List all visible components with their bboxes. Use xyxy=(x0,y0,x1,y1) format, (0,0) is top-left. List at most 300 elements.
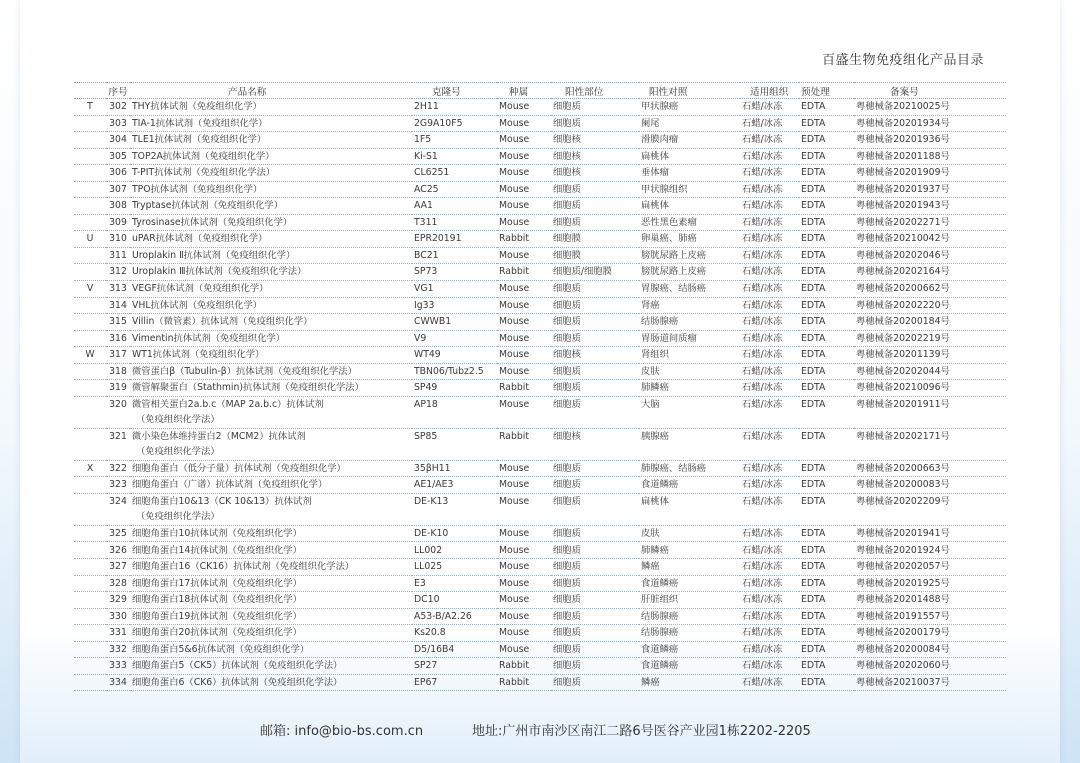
row-product-name xyxy=(130,380,412,397)
row-pretreatment: EDTA xyxy=(799,525,854,542)
row-registration: 粤穗械备20202219号 xyxy=(854,330,1006,347)
product-name-line1: 微管解聚蛋白（Stathmin)抗体试剂（免疫组织化学法） xyxy=(132,382,364,394)
row-tissue: 石蜡/冰冻 xyxy=(740,575,799,592)
row-species: Mouse xyxy=(497,330,551,347)
table-row xyxy=(74,592,1006,609)
row-seq: 309 xyxy=(106,214,130,231)
row-pretreatment: EDTA xyxy=(799,264,854,281)
row-tissue: 石蜡/冰冻 xyxy=(740,231,799,248)
row-positive-location: 细胞质 xyxy=(551,460,639,477)
row-tissue: 石蜡/冰冻 xyxy=(740,281,799,298)
row-positive-control: 皮肤 xyxy=(639,363,740,380)
row-positive-control: 膀胱尿路上皮癌 xyxy=(639,247,740,264)
row-species: Mouse xyxy=(497,281,551,298)
row-species: Mouse xyxy=(497,247,551,264)
row-product-name xyxy=(130,99,412,116)
row-letter xyxy=(74,428,106,460)
row-pretreatment: EDTA xyxy=(799,380,854,397)
row-pretreatment: EDTA xyxy=(799,281,854,298)
row-tissue: 石蜡/冰冻 xyxy=(740,347,799,364)
row-clone: EP67 xyxy=(412,674,497,691)
row-species: Rabbit xyxy=(497,428,551,460)
row-positive-location: 细胞质 xyxy=(551,525,639,542)
row-registration: 粤穗械备20191557号 xyxy=(854,608,1006,625)
row-seq: 324 xyxy=(106,493,130,525)
product-name-line1: T-PIT抗体试剂（免疫组织化学法） xyxy=(132,167,276,179)
row-species: Rabbit xyxy=(497,264,551,281)
row-positive-location: 细胞质 xyxy=(551,608,639,625)
row-registration: 粤穗械备20202044号 xyxy=(854,363,1006,380)
table-row xyxy=(74,477,1006,494)
row-positive-control: 食道鳞癌 xyxy=(639,641,740,658)
row-species: Mouse xyxy=(497,115,551,132)
row-positive-location: 细胞质/细胞膜 xyxy=(551,264,639,281)
table-row xyxy=(74,542,1006,559)
product-name-line1: Uroplakin Ⅲ抗体试剂（免疫组织化学法） xyxy=(132,266,307,278)
row-positive-control: 皮肤 xyxy=(639,525,740,542)
row-letter xyxy=(74,575,106,592)
row-tissue: 石蜡/冰冻 xyxy=(740,297,799,314)
row-clone: BC21 xyxy=(412,247,497,264)
row-positive-control: 食道鳞癌 xyxy=(639,658,740,675)
row-registration: 粤穗械备20200663号 xyxy=(854,460,1006,477)
row-tissue: 石蜡/冰冻 xyxy=(740,314,799,331)
row-seq: 314 xyxy=(106,297,130,314)
row-species: Mouse xyxy=(497,181,551,198)
table-row xyxy=(74,330,1006,347)
row-seq: 306 xyxy=(106,165,130,182)
product-name-line1: 细胞角蛋白10&13（CK 10&13）抗体试剂 xyxy=(132,495,312,507)
row-species: Mouse xyxy=(497,559,551,576)
row-registration: 粤穗械备20201488号 xyxy=(854,592,1006,609)
row-seq: 325 xyxy=(106,525,130,542)
row-positive-control: 阑尾 xyxy=(639,115,740,132)
row-positive-location: 细胞核 xyxy=(551,428,639,460)
row-product-name xyxy=(130,674,412,691)
row-positive-control: 恶性黑色素瘤 xyxy=(639,214,740,231)
row-registration: 粤穗械备20200662号 xyxy=(854,281,1006,298)
product-name-line1: 细胞角蛋白17抗体试剂（免疫组织化学） xyxy=(132,577,302,589)
row-registration: 粤穗械备20210042号 xyxy=(854,231,1006,248)
table-row xyxy=(74,314,1006,331)
row-seq: 327 xyxy=(106,559,130,576)
row-seq: 307 xyxy=(106,181,130,198)
row-positive-control: 甲状腺组织 xyxy=(639,181,740,198)
row-registration: 粤穗械备20202209号 xyxy=(854,493,1006,525)
row-registration: 粤穗械备20201188号 xyxy=(854,148,1006,165)
row-positive-location: 细胞核 xyxy=(551,347,639,364)
row-registration: 粤穗械备20202046号 xyxy=(854,247,1006,264)
row-pretreatment: EDTA xyxy=(799,165,854,182)
row-species: Mouse xyxy=(497,493,551,525)
row-product-name xyxy=(130,132,412,149)
row-species: Mouse xyxy=(497,575,551,592)
row-species: Rabbit xyxy=(497,380,551,397)
row-seq: 305 xyxy=(106,148,130,165)
row-registration: 粤穗械备20201924号 xyxy=(854,542,1006,559)
row-positive-location: 细胞核 xyxy=(551,132,639,149)
row-positive-control: 肝脏组织 xyxy=(639,592,740,609)
row-registration: 粤穗械备20202057号 xyxy=(854,559,1006,576)
row-clone: 35βH11 xyxy=(412,460,497,477)
row-registration: 粤穗械备20201925号 xyxy=(854,575,1006,592)
row-seq: 312 xyxy=(106,264,130,281)
row-letter xyxy=(74,363,106,380)
row-positive-control: 肺鳞癌 xyxy=(639,542,740,559)
table-row xyxy=(74,165,1006,182)
row-positive-location: 细胞质 xyxy=(551,542,639,559)
row-letter xyxy=(74,625,106,642)
row-registration: 粤穗械备20200084号 xyxy=(854,641,1006,658)
row-positive-location: 细胞质 xyxy=(551,115,639,132)
row-product-name xyxy=(130,575,412,592)
row-pretreatment: EDTA xyxy=(799,428,854,460)
product-name-line1: 细胞角蛋白18抗体试剂（免疫组织化学） xyxy=(132,594,302,606)
row-positive-location: 细胞质 xyxy=(551,99,639,116)
row-tissue: 石蜡/冰冻 xyxy=(740,99,799,116)
row-clone: Ig33 xyxy=(412,297,497,314)
row-pretreatment: EDTA xyxy=(799,181,854,198)
row-positive-location: 细胞质 xyxy=(551,281,639,298)
table-row xyxy=(74,115,1006,132)
row-clone: Ki-S1 xyxy=(412,148,497,165)
row-product-name xyxy=(130,525,412,542)
row-letter xyxy=(74,525,106,542)
row-registration: 粤穗械备20201909号 xyxy=(854,165,1006,182)
row-tissue: 石蜡/冰冻 xyxy=(740,641,799,658)
row-registration: 粤穗械备20202060号 xyxy=(854,658,1006,675)
row-tissue: 石蜡/冰冻 xyxy=(740,264,799,281)
row-tissue: 石蜡/冰冻 xyxy=(740,625,799,642)
row-species: Mouse xyxy=(497,198,551,215)
row-pretreatment: EDTA xyxy=(799,231,854,248)
row-letter: T xyxy=(74,99,106,116)
table-row xyxy=(74,525,1006,542)
row-pretreatment: EDTA xyxy=(799,99,854,116)
row-product-name xyxy=(130,181,412,198)
row-pretreatment: EDTA xyxy=(799,674,854,691)
row-pretreatment: EDTA xyxy=(799,214,854,231)
header-registration: 备案号 xyxy=(854,83,1006,99)
row-pretreatment: EDTA xyxy=(799,575,854,592)
row-registration: 粤穗械备20201936号 xyxy=(854,132,1006,149)
row-species: Mouse xyxy=(497,347,551,364)
row-letter xyxy=(74,658,106,675)
table-row xyxy=(74,380,1006,397)
product-name-line1: 细胞角蛋白5&6抗体试剂（免疫组织化学） xyxy=(132,643,310,655)
row-registration: 粤穗械备20201139号 xyxy=(854,347,1006,364)
product-name-line1: 微小染色体维持蛋白2（MCM2）抗体试剂 xyxy=(132,430,306,442)
row-positive-control: 垂体瘤 xyxy=(639,165,740,182)
row-clone: A53-B/A2.26 xyxy=(412,608,497,625)
row-positive-control: 大脑 xyxy=(639,396,740,428)
product-table xyxy=(74,82,1006,691)
row-letter: V xyxy=(74,281,106,298)
row-pretreatment: EDTA xyxy=(799,592,854,609)
row-product-name xyxy=(130,347,412,364)
row-tissue: 石蜡/冰冻 xyxy=(740,363,799,380)
row-letter xyxy=(74,297,106,314)
row-letter xyxy=(74,477,106,494)
row-species: Rabbit xyxy=(497,674,551,691)
row-seq: 308 xyxy=(106,198,130,215)
row-letter xyxy=(74,165,106,182)
row-product-name xyxy=(130,625,412,642)
row-seq: 328 xyxy=(106,575,130,592)
row-seq: 303 xyxy=(106,115,130,132)
row-tissue: 石蜡/冰冻 xyxy=(740,181,799,198)
row-product-name xyxy=(130,559,412,576)
row-registration: 粤穗械备20202220号 xyxy=(854,297,1006,314)
product-name-line1: VEGF抗体试剂（免疫组织化学） xyxy=(132,283,269,295)
row-registration: 粤穗械备20201943号 xyxy=(854,198,1006,215)
row-tissue: 石蜡/冰冻 xyxy=(740,460,799,477)
row-species: Mouse xyxy=(497,314,551,331)
table-row xyxy=(74,428,1006,460)
row-letter xyxy=(74,674,106,691)
table-row xyxy=(74,214,1006,231)
row-clone: AA1 xyxy=(412,198,497,215)
row-tissue: 石蜡/冰冻 xyxy=(740,525,799,542)
row-clone: AC25 xyxy=(412,181,497,198)
row-positive-control: 肾组织 xyxy=(639,347,740,364)
row-positive-control: 卵巢癌、肺癌 xyxy=(639,231,740,248)
row-positive-location: 细胞质 xyxy=(551,297,639,314)
product-name-line2: （免疫组织化学法） xyxy=(136,414,220,426)
row-positive-control: 鳞癌 xyxy=(639,674,740,691)
header-seq: 序号 xyxy=(106,83,130,99)
product-name-line1: Vimentin抗体试剂（免疫组织化学） xyxy=(132,332,286,344)
row-clone: CL6251 xyxy=(412,165,497,182)
row-letter xyxy=(74,314,106,331)
header-tissue: 适用组织 xyxy=(740,83,799,99)
row-product-name xyxy=(130,460,412,477)
row-tissue: 石蜡/冰冻 xyxy=(740,542,799,559)
row-positive-control: 食道鳞癌 xyxy=(639,575,740,592)
row-tissue: 石蜡/冰冻 xyxy=(740,247,799,264)
row-species: Mouse xyxy=(497,477,551,494)
row-clone: LL002 xyxy=(412,542,497,559)
row-species: Mouse xyxy=(497,396,551,428)
row-clone: V9 xyxy=(412,330,497,347)
row-species: Mouse xyxy=(497,542,551,559)
row-pretreatment: EDTA xyxy=(799,314,854,331)
row-seq: 334 xyxy=(106,674,130,691)
row-clone: DE-K13 xyxy=(412,493,497,525)
row-positive-control: 胃肠道间质瘤 xyxy=(639,330,740,347)
row-tissue: 石蜡/冰冻 xyxy=(740,132,799,149)
row-letter: W xyxy=(74,347,106,364)
row-positive-location: 细胞质 xyxy=(551,330,639,347)
row-seq: 311 xyxy=(106,247,130,264)
row-letter xyxy=(74,493,106,525)
row-clone: SP27 xyxy=(412,658,497,675)
row-positive-location: 细胞质 xyxy=(551,641,639,658)
row-seq: 332 xyxy=(106,641,130,658)
row-seq: 302 xyxy=(106,99,130,116)
row-letter xyxy=(74,115,106,132)
row-tissue: 石蜡/冰冻 xyxy=(740,592,799,609)
row-pretreatment: EDTA xyxy=(799,247,854,264)
row-letter: X xyxy=(74,460,106,477)
product-name-line1: TLE1抗体试剂（免疫组织化学） xyxy=(132,134,267,146)
row-letter: U xyxy=(74,231,106,248)
row-clone: VG1 xyxy=(412,281,497,298)
row-seq: 330 xyxy=(106,608,130,625)
row-seq: 322 xyxy=(106,460,130,477)
row-seq: 326 xyxy=(106,542,130,559)
row-positive-control: 扁桃体 xyxy=(639,493,740,525)
row-positive-location: 细胞膜 xyxy=(551,247,639,264)
row-registration: 粤穗械备20200184号 xyxy=(854,314,1006,331)
row-product-name xyxy=(130,658,412,675)
table-row xyxy=(74,460,1006,477)
row-positive-control: 结肠腺癌 xyxy=(639,314,740,331)
row-clone: DE-K10 xyxy=(412,525,497,542)
row-pretreatment: EDTA xyxy=(799,115,854,132)
row-product-name xyxy=(130,363,412,380)
row-tissue: 石蜡/冰冻 xyxy=(740,493,799,525)
header-letter xyxy=(74,83,106,99)
header-positive-location: 阳性部位 xyxy=(551,83,639,99)
product-name-line1: Tyrosinase抗体试剂（免疫组织化学） xyxy=(132,216,293,228)
row-product-name xyxy=(130,148,412,165)
row-clone: LL025 xyxy=(412,559,497,576)
row-tissue: 石蜡/冰冻 xyxy=(740,396,799,428)
footer-address: 地址:广州市南沙区南江二路6号医谷产业园1栋2202-2205 xyxy=(472,724,811,739)
header-species: 种属 xyxy=(497,83,551,99)
row-product-name xyxy=(130,592,412,609)
row-seq: 313 xyxy=(106,281,130,298)
row-clone: 1F5 xyxy=(412,132,497,149)
table-row xyxy=(74,658,1006,675)
row-tissue: 石蜡/冰冻 xyxy=(740,428,799,460)
row-tissue: 石蜡/冰冻 xyxy=(740,477,799,494)
row-seq: 310 xyxy=(106,231,130,248)
row-tissue: 石蜡/冰冻 xyxy=(740,198,799,215)
row-species: Rabbit xyxy=(497,231,551,248)
row-clone: 2H11 xyxy=(412,99,497,116)
table-row xyxy=(74,559,1006,576)
product-name-line1: Tryptase抗体试剂（免疫组织化学） xyxy=(132,200,284,212)
row-tissue: 石蜡/冰冻 xyxy=(740,608,799,625)
product-name-line1: 细胞角蛋白（广谱）抗体试剂（免疫组织化学） xyxy=(132,479,328,491)
row-species: Mouse xyxy=(497,148,551,165)
row-positive-control: 扁桃体 xyxy=(639,198,740,215)
row-pretreatment: EDTA xyxy=(799,641,854,658)
table-row xyxy=(74,625,1006,642)
row-product-name xyxy=(130,115,412,132)
row-tissue: 石蜡/冰冻 xyxy=(740,165,799,182)
row-positive-location: 细胞质 xyxy=(551,396,639,428)
row-clone: WT49 xyxy=(412,347,497,364)
row-letter xyxy=(74,198,106,215)
row-positive-location: 细胞质 xyxy=(551,592,639,609)
product-name-line2: （免疫组织化学法） xyxy=(136,446,220,458)
product-name-line1: THY抗体试剂（免疫组织化学） xyxy=(132,101,262,113)
row-seq: 333 xyxy=(106,658,130,675)
row-seq: 321 xyxy=(106,428,130,460)
row-product-name xyxy=(130,428,412,460)
row-positive-control: 鳞癌 xyxy=(639,559,740,576)
row-letter xyxy=(74,542,106,559)
row-positive-control: 肺鳞癌 xyxy=(639,380,740,397)
row-clone: SP73 xyxy=(412,264,497,281)
row-positive-location: 细胞质 xyxy=(551,363,639,380)
row-letter xyxy=(74,608,106,625)
row-seq: 319 xyxy=(106,380,130,397)
row-positive-location: 细胞膜 xyxy=(551,231,639,248)
row-clone: 2G9A10F5 xyxy=(412,115,497,132)
row-pretreatment: EDTA xyxy=(799,363,854,380)
table-row xyxy=(74,396,1006,428)
table-row xyxy=(74,148,1006,165)
row-registration: 粤穗械备20210096号 xyxy=(854,380,1006,397)
product-name-line2: （免疫组织化学法） xyxy=(136,511,220,523)
row-letter xyxy=(74,330,106,347)
row-product-name xyxy=(130,542,412,559)
row-registration: 粤穗械备20210037号 xyxy=(854,674,1006,691)
row-species: Mouse xyxy=(497,132,551,149)
header-product-name: 产品名称 xyxy=(130,83,412,99)
row-positive-location: 细胞质 xyxy=(551,674,639,691)
table-row xyxy=(74,281,1006,298)
product-name-line1: Uroplakin Ⅱ抗体试剂（免疫组织化学） xyxy=(132,249,296,261)
row-species: Mouse xyxy=(497,460,551,477)
row-product-name xyxy=(130,608,412,625)
row-clone: CWWB1 xyxy=(412,314,497,331)
row-tissue: 石蜡/冰冻 xyxy=(740,559,799,576)
row-species: Mouse xyxy=(497,297,551,314)
row-product-name xyxy=(130,198,412,215)
row-tissue: 石蜡/冰冻 xyxy=(740,380,799,397)
row-positive-location: 细胞核 xyxy=(551,165,639,182)
row-positive-location: 细胞质 xyxy=(551,658,639,675)
row-letter xyxy=(74,214,106,231)
row-seq: 318 xyxy=(106,363,130,380)
row-positive-control: 肺腺癌、结肠癌 xyxy=(639,460,740,477)
row-clone: EPR20191 xyxy=(412,231,497,248)
table-row xyxy=(74,493,1006,525)
row-pretreatment: EDTA xyxy=(799,330,854,347)
table-row xyxy=(74,363,1006,380)
row-positive-location: 细胞质 xyxy=(551,214,639,231)
row-pretreatment: EDTA xyxy=(799,542,854,559)
row-tissue: 石蜡/冰冻 xyxy=(740,214,799,231)
table-row xyxy=(74,297,1006,314)
row-positive-location: 细胞质 xyxy=(551,380,639,397)
row-pretreatment: EDTA xyxy=(799,493,854,525)
header-clone: 克隆号 xyxy=(412,83,497,99)
row-product-name xyxy=(130,330,412,347)
row-product-name xyxy=(130,477,412,494)
row-seq: 317 xyxy=(106,347,130,364)
product-name-line1: 细胞角蛋白10抗体试剂（免疫组织化学） xyxy=(132,527,302,539)
row-registration: 粤穗械备20201911号 xyxy=(854,396,1006,428)
row-positive-control: 结肠腺癌 xyxy=(639,608,740,625)
header-positive-control: 阳性对照 xyxy=(639,83,740,99)
product-name-line1: 微管相关蛋白2a.b.c（MAP 2a.b.c）抗体试剂 xyxy=(132,398,324,410)
row-letter xyxy=(74,264,106,281)
row-species: Mouse xyxy=(497,165,551,182)
row-positive-control: 扁桃体 xyxy=(639,148,740,165)
product-name-line1: WT1抗体试剂（免疫组织化学） xyxy=(132,349,265,361)
table-row xyxy=(74,347,1006,364)
row-letter xyxy=(74,396,106,428)
row-clone: AP18 xyxy=(412,396,497,428)
row-registration: 粤穗械备20201934号 xyxy=(854,115,1006,132)
row-clone: DC10 xyxy=(412,592,497,609)
